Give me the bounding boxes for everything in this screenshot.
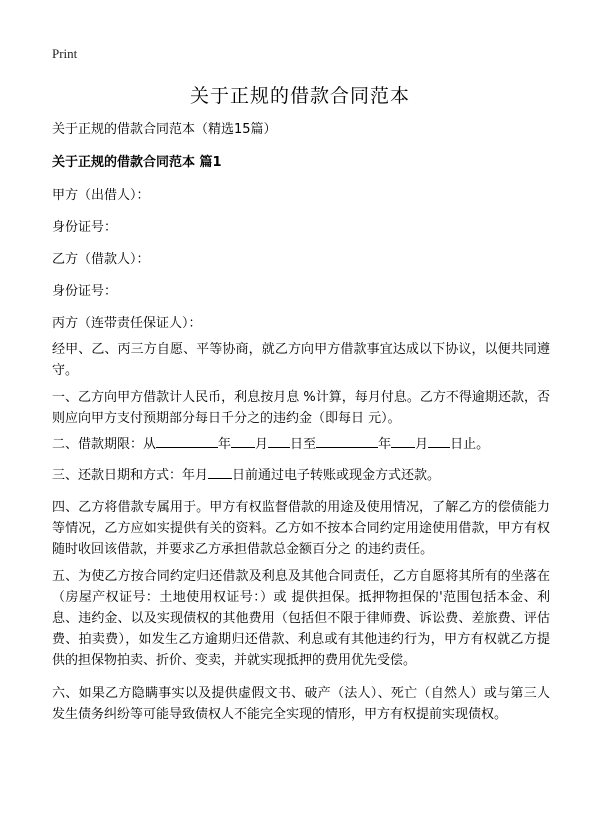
document-subtitle: 关于正规的借款合同范本（精选15篇） [52, 122, 277, 137]
clause-3-text: 三、还款日期和方式：年月 [52, 468, 209, 483]
lender-id-field: 身份证号： [52, 220, 118, 235]
intro-paragraph: 经甲、乙、丙三方自愿、平等协商，就乙方向甲方借款事宜达成以下协议，以便共同遵守。 [52, 342, 550, 378]
clause-2-text: 二、借款期限：从 [52, 437, 157, 452]
blank-start-year [156, 435, 218, 448]
clause-5: 五、为使乙方按合同约定归还借款及利息及其他合同责任，乙方自愿将其所有的坐落在（房屋产权证号：土地使用权证号：）或 提供担保。抵押物担保的'范围包括本金、利息、违约金、以及实现债权的其他费用（包括但不限于律师费、诉讼费、差旅费、评估费、拍卖费），如发生乙方逾期归还借款、利息或有其他违约行为，甲方有权就乙方提供的担保物拍卖、折价、变卖，并就实现抵押的费用优先受偿。 [52, 569, 550, 668]
lender-field: 甲方（出借人）： [52, 188, 150, 203]
print-label: Print [52, 46, 78, 61]
clause-2-text: 月 [415, 437, 429, 452]
clause-1: 一、乙方向甲方借款计人民币，利息按月息 %计算，每月付息。乙方不得逾期还款，否则应向甲方支付预期部分每日千分之的违约金（即每日 元）。 [52, 390, 550, 426]
guarantor-field: 丙方（连带责任保证人）： [52, 316, 202, 331]
blank-end-month [391, 435, 415, 448]
clause-2 [52, 434, 550, 455]
blank-start-month [231, 435, 255, 448]
blank-repay-day [208, 466, 232, 479]
blank-end-day [428, 435, 450, 448]
clause-3-text: 日前通过电子转账或现金方式还款。 [232, 468, 441, 483]
clause-2-text: 日至 [290, 437, 317, 452]
borrower-id-field: 身份证号： [52, 284, 118, 299]
clause-2-text: 月 [255, 437, 269, 452]
clause-2-text: 年 [218, 437, 232, 452]
section-heading: 关于正规的借款合同范本 篇1 [52, 155, 222, 170]
clause-2-text: 日止。 [450, 437, 490, 452]
clause-2-text: 年 [378, 437, 392, 452]
borrower-field: 乙方（借款人）： [52, 252, 150, 267]
clause-6: 六、如果乙方隐瞒事实以及提供虚假文书、破产（法人）、死亡（自然人）或与第三人发生债务纠纷等可能导致债权人不能完全实现的情形，甲方有权提前实现债权。 [52, 686, 550, 722]
blank-end-year [316, 435, 378, 448]
clause-3 [52, 465, 550, 486]
clause-4: 四、乙方将借款专属用于。甲方有权监督借款的用途及使用情况，了解乙方的偿债能力等情况，乙方应如实提供有关的资料。乙方如不按本合同约定用途使用借款，甲方有权随时收回该借款，并要求乙方承担借款总金额百分之 的违约责任。 [52, 500, 550, 557]
document-title: 关于正规的借款合同范本 [189, 85, 410, 107]
blank-start-day [268, 435, 290, 448]
